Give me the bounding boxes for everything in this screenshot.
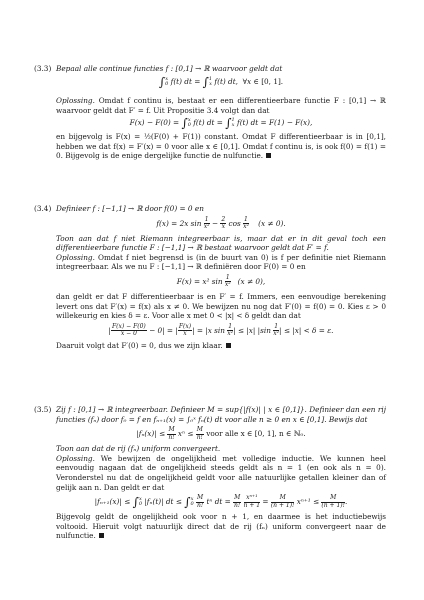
equation-integral-identity: ∫ x 0 f(t) dt = ∫ 1 x f(t) dt, ∀x ∈ [0, 1]. bbox=[158, 74, 284, 89]
qed-square-icon bbox=[266, 153, 271, 158]
equation-derivative-estimate: | $\frac{F(x) - F(0)}{x - 0}$ − 0| = | $\frac{F(x)}{x}$ | = |x sin $\frac{1}{\text{x²}}$ | ≤ |x| |sin $\frac{1}{\text{x²}}$ | ≤ |x| < δ = ε. bbox=[108, 322, 334, 338]
solution-text: Omdat f continu is, bestaat er een differentieerbare functie F : [0,1] → ℝ waarvoor geldt dat F′ = f. Uit Propositie 3.4 volgt dan dat bbox=[56, 96, 386, 115]
solution-conclusion: Bijgevolg geldt de ongelijkheid ook voor n + 1, en daarmee is het inductiebewijs voltooid. Hieruit volgt natuurlijk direct dat de rij (fₙ) uniform convergeert naar de nulfunctie. bbox=[56, 512, 386, 541]
exercise-3-5 bbox=[34, 405, 386, 541]
exercise-task: Toon aan dat f niet Riemann integreerbaar is, maar dat er in dit geval toch een differentieerbare functie F : [−1,1] → ℝ bestaat waarvoor geldt dat F′ = f. bbox=[56, 233, 386, 253]
solution-paragraph bbox=[56, 454, 386, 492]
equation-induction-step: |fₙ₊₁(x)| ≤ ∫ x 0 |fₙ(t)| dt ≤ ∫ x 0 $\frac{M}{n!}$ tⁿ dt = $\frac{M}{n!}$ $\frac{\text{xⁿ⁺¹}}{n + 1}$ = $\frac{M}{(n + 1)!}$ xⁿ⁺¹ ≤ $\frac{M}{(n + 1)!}$ . bbox=[94, 494, 348, 510]
exercise-statement: Definieer f : [−1,1] → ℝ door f(0) = 0 en bbox=[56, 204, 204, 213]
equation-antiderivative: F(x) − F(0) = ∫ x 0 f(t) dt = ∫ 1 x f(t) dt = F(1) − F(x), bbox=[129, 116, 313, 131]
exercise-statement: Bepaal alle continue functies f : [0,1] → ℝ waarvoor geldt dat bbox=[56, 64, 283, 73]
solution-label: Oplossing. bbox=[56, 252, 95, 262]
exercise-3-3 bbox=[34, 64, 386, 161]
solution-label: Oplossing. bbox=[56, 453, 95, 463]
exercise-number: (3.4) bbox=[34, 204, 52, 213]
equation-F-definition: F(x) = x² sin $\frac{1}{\text{x²}}$ (x ≠ 0), bbox=[176, 273, 266, 289]
solution-conclusion: Daaruit volgt dat F′(0) = 0, dus we zijn klaar. bbox=[56, 341, 386, 351]
solution-text-2: dan geldt er dat F differentieerbaar is en F′ = f. Immers, een eenvoudige berekening levert ons dat F′(x) = f(x) als x ≠ 0. We bewijzen nu nog dat F′(0) = f(0) = 0. Kies ε > 0 willekeurig en kies δ = ε. Voor alle x met 0 < |x| < δ geldt dan dat bbox=[56, 291, 386, 321]
solution-conclusion: en bijgevolg is F(x) = ½(F(0) + F(1)) constant. Omdat F differentieerbaar is in [0,1], hebben we dat f(x) = F′(x) = 0 voor alle x ∈ [0,1]. Omdat f continu is, is ook f(0) = f(1) = 0. Bijgevolg is de enige dergelijke functie de nulfunctie. bbox=[56, 131, 386, 161]
solution-text: Omdat f niet begrensd is (in de buurt van 0) is f per definitie niet Riemann integreerbaar. Als we nu F : [−1,1] → ℝ definiëren door F(0) = 0 en bbox=[56, 252, 386, 272]
equation-f-definition: f(x) = 2x sin $\frac{1}{\text{x²}}$ − $\frac{2}{x}$ cos $\frac{1}{\text{x²}}$ (x ≠ 0). bbox=[156, 215, 286, 231]
qed-square-icon bbox=[226, 343, 231, 348]
exercise-3-4 bbox=[34, 204, 386, 350]
exercise-statement: Zij f : [0,1] → ℝ integreerbaar. Definieer M = sup{|f(x)| | x ∈ [0,1]}. Definieer dan een rij functies (fₙ) door f₀ = f en fₙ₊₁(x) = ∫₀ˣ fₙ(t) dt voor alle n ≥ 0 en x ∈ [0,1]. Bewijs dat bbox=[56, 405, 386, 424]
exercise-task: Toon aan dat de rij (fₙ) uniform convergeert. bbox=[56, 444, 221, 454]
solution-paragraph bbox=[56, 96, 386, 115]
exercise-number: (3.5) bbox=[34, 405, 52, 414]
exercise-number: (3.3) bbox=[34, 64, 52, 73]
equation-bound: |fₙ(x)| ≤ $\frac{M}{n!}$ xⁿ ≤ $\frac{M}{n!}$ voor alle x ∈ [0, 1], n ∈ ℕ₀. bbox=[136, 426, 306, 441]
solution-label: Oplossing. bbox=[56, 96, 95, 106]
solution-text: We bewijzen de ongelijkheid met volledige inductie. We kunnen heel eenvoudig nagaan dat de ongelijkheid steeds geldt als n = 1 (en ook als n = 0). Veronderstel nu dat de ongelijkheid geldt voor alle natuurlijke getallen kleiner dan of gelijk aan n. Dan geldt er dat bbox=[56, 453, 386, 492]
solution-paragraph bbox=[56, 253, 386, 272]
qed-square-icon bbox=[99, 533, 104, 538]
